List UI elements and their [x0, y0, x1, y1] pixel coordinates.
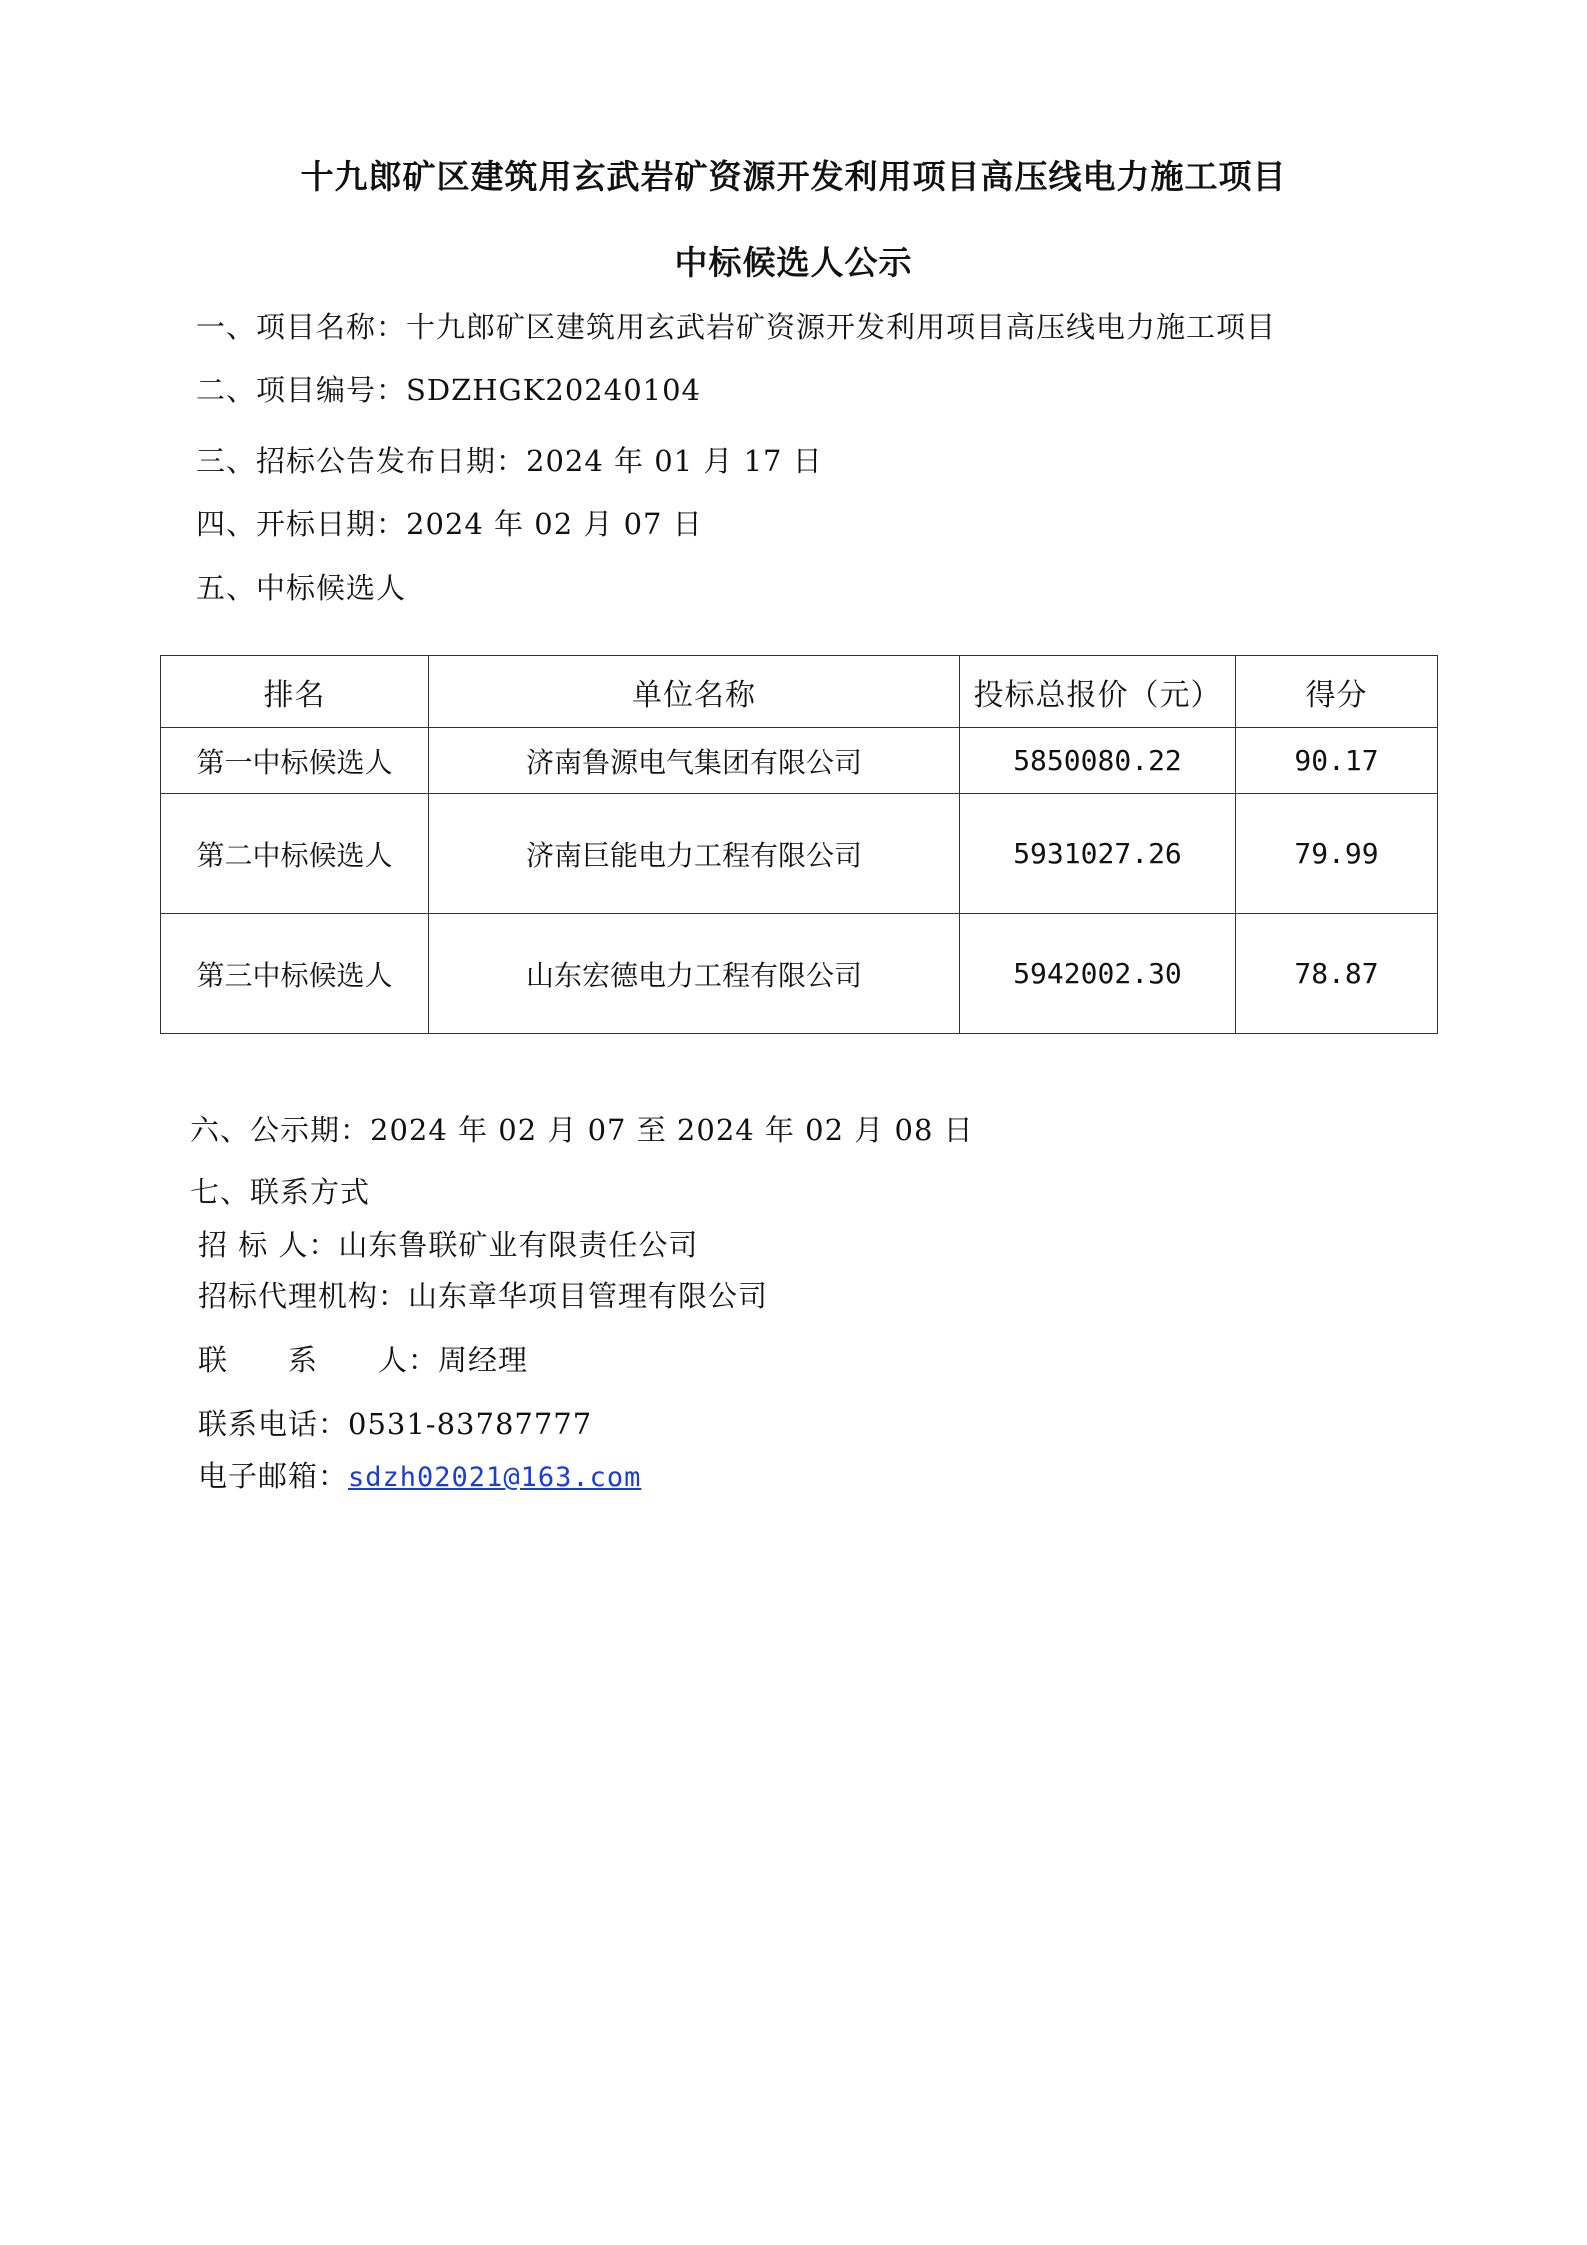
- document-title-line-1: 十九郎矿区建筑用玄武岩矿资源开发利用项目高压线电力施工项目: [300, 157, 1287, 196]
- header-company: 单位名称: [429, 656, 960, 728]
- table-row: [161, 794, 1438, 914]
- contact-email-row: [198, 1456, 641, 1498]
- email-label: 电子邮箱：: [198, 1459, 349, 1493]
- score-cell: 78.87: [1236, 914, 1438, 1034]
- candidates-table: [160, 655, 1438, 1034]
- rank-cell: 第三中标候选人: [161, 914, 429, 1034]
- project-number: 二、项目编号：SDZHGK20240104: [196, 373, 701, 407]
- table-row: [161, 914, 1438, 1034]
- contact-phone: 联系电话：0531-83787777: [198, 1407, 593, 1441]
- bid-opening-date: 四、开标日期：2024 年 02 月 07 日: [196, 507, 703, 541]
- contact-person: 联 系 人：周经理: [198, 1343, 529, 1377]
- email-link[interactable]: sdzh02021@163.com: [348, 1462, 642, 1493]
- company-cell: 济南巨能电力工程有限公司: [429, 794, 960, 914]
- candidates-heading: 五、中标候选人: [196, 571, 407, 605]
- rank-cell: 第一中标候选人: [161, 728, 429, 794]
- project-name: 一、项目名称：十九郎矿区建筑用玄武岩矿资源开发利用项目高压线电力施工项目: [196, 310, 1277, 344]
- company-cell: 济南鲁源电气集团有限公司: [429, 728, 960, 794]
- header-price: 投标总报价（元）: [960, 656, 1236, 728]
- publicity-period: 六、公示期：2024 年 02 月 07 至 2024 年 02 月 08 日: [190, 1113, 974, 1147]
- price-cell: 5931027.26: [960, 794, 1236, 914]
- price-cell: 5942002.30: [960, 914, 1236, 1034]
- rank-cell: 第二中标候选人: [161, 794, 429, 914]
- tenderer: 招 标 人：山东鲁联矿业有限责任公司: [198, 1228, 699, 1262]
- contact-heading: 七、联系方式: [190, 1175, 371, 1209]
- header-rank: 排名: [161, 656, 429, 728]
- score-cell: 79.99: [1236, 794, 1438, 914]
- price-cell: 5850080.22: [960, 728, 1236, 794]
- score-cell: 90.17: [1236, 728, 1438, 794]
- header-score: 得分: [1236, 656, 1438, 728]
- agency: 招标代理机构：山东章华项目管理有限公司: [198, 1279, 769, 1313]
- table-header-row: [161, 656, 1438, 728]
- company-cell: 山东宏德电力工程有限公司: [429, 914, 960, 1034]
- document-title-line-2: 中标候选人公示: [674, 243, 913, 282]
- table-row: [161, 728, 1438, 794]
- announcement-date: 三、招标公告发布日期：2024 年 01 月 17 日: [196, 444, 823, 478]
